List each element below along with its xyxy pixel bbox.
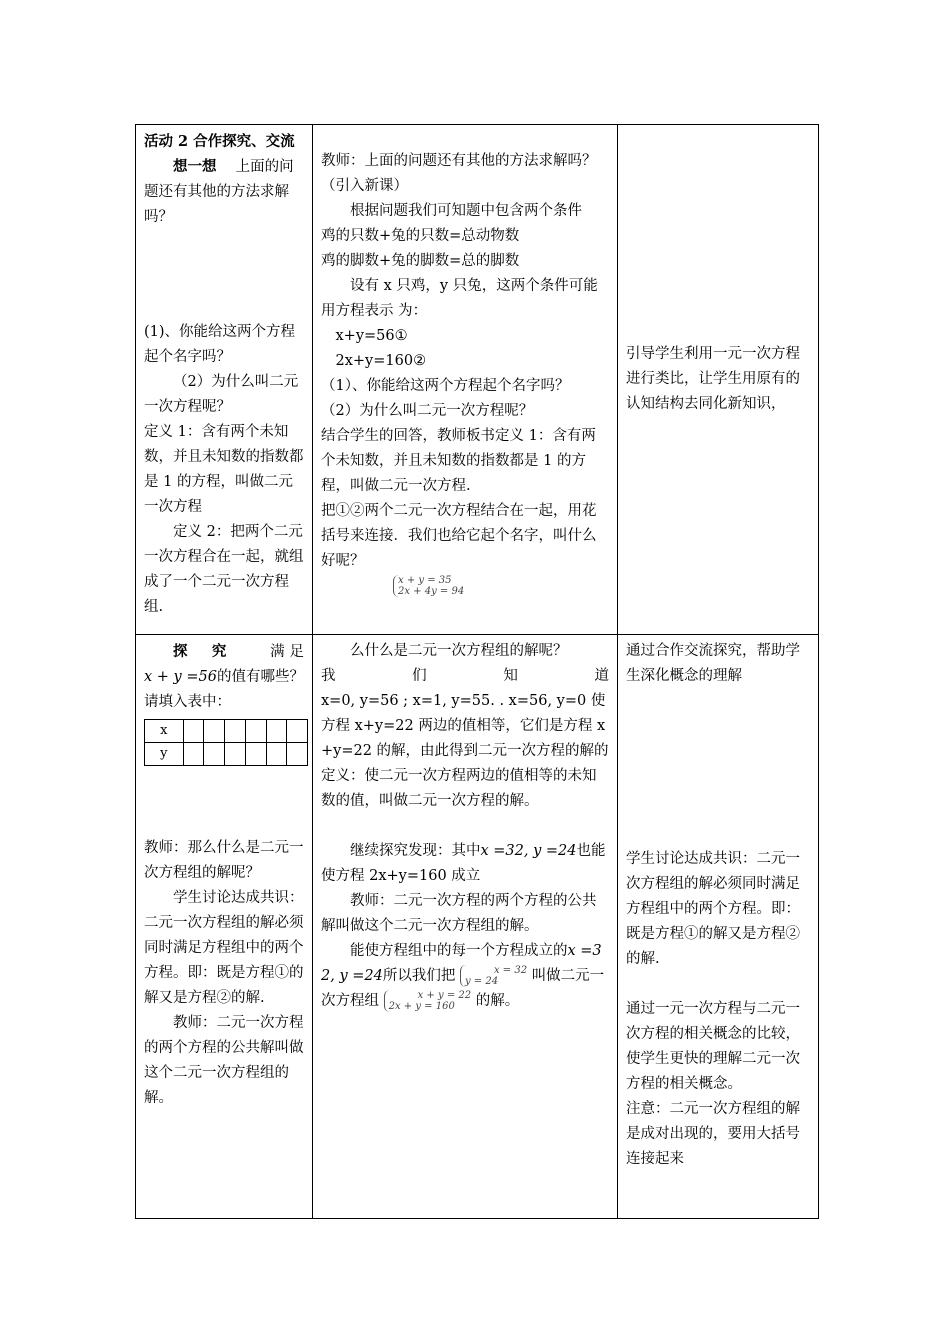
intent-3: 通过一元一次方程与二元一次方程的相关概念的比较，使学生更快的理解二元一次方程的相关概念。 (626, 1001, 800, 1092)
think-label: 想一想 (173, 158, 217, 175)
x-cell[interactable] (183, 720, 204, 743)
y-cell[interactable] (287, 743, 308, 766)
y-label: y (145, 743, 184, 766)
x-cell[interactable] (204, 720, 225, 743)
definition-board: 结合学生的回答，教师板书定义 1：含有两个未知数，并且未知数的指数都是 1 的方程，叫做二元一次方程. (321, 428, 596, 494)
further-explore: 继续探究发现：其中x =32, y =24也能使方程 2x+y=160 成立 (321, 843, 606, 884)
we-know: 我 们 知 道 (321, 668, 609, 684)
system-solution-text: 能使方程组中的每一个方程成立的x =32, y =24所以我们把 x = 32 y = 24 叫做二元一次方程组 x + y = 22 2x + y = 160 的解。 (321, 943, 605, 1012)
solution-definition: x=0, y=56 ; x=1, y=55. . x=56, y=0 使方程 x+y=22 两边的值相等，它们是方程 x+y=22 的解，由此得到二元一次方程的解的定义：使二元一次方程两边的值相等的未知数的值，叫做二元一次方程的解。 (321, 693, 609, 809)
explore-equation: x + y =56 (144, 669, 217, 685)
teacher-definition: 教师：二元一次方程的两个方程的公共解叫做这个二元一次方程组的解。 (144, 1015, 304, 1106)
explore-label: 探 究 (173, 643, 232, 660)
brace-solution: x = 32 y = 24 (460, 965, 527, 987)
setup-text: 设有 x 只鸡，y 只兔，这两个条件可能用方程表示 为： (321, 278, 598, 319)
table-row (136, 125, 819, 635)
teacher-question: 教师：那么什么是二元一次方程组的解呢？ (144, 840, 304, 881)
x-cell[interactable] (225, 720, 246, 743)
intent-note: 注意：二元一次方程组的解是成对出现的，要用大括号连接起来 (626, 1101, 800, 1167)
condition-1: 鸡的只数+兔的只数=总动物数 (321, 228, 520, 244)
condition-2: 鸡的脚数+兔的脚数=总的脚数 (321, 253, 520, 269)
design-intent-text: 引导学生利用一元一次方程进行类比，让学生用原有的认知结构去同化新知识， (626, 346, 800, 412)
equation-2: 2x+y=160② (335, 353, 427, 369)
x-cell[interactable] (245, 720, 266, 743)
equation-1: x+y=56① (335, 328, 408, 344)
think-text: 上面的问题还有其他的方法求解吗？ (144, 159, 294, 225)
activity-cell (136, 125, 313, 635)
think-paragraph (144, 154, 304, 230)
x-cell[interactable] (287, 720, 308, 743)
explore-word: 满足 (270, 644, 305, 660)
teacher-intro: 教师：上面的问题还有其他的方法求解吗？（引入新课） (321, 153, 597, 194)
explore-line (144, 639, 304, 665)
x-label: x (145, 720, 184, 743)
xy-value-table[interactable] (144, 719, 308, 766)
equation-system (321, 574, 609, 599)
design-intent-cell (618, 125, 819, 635)
y-cell[interactable] (245, 743, 266, 766)
combine-text: 把①②两个二元一次方程结合在一起，用花括号来连接．我们也给它起个名字，叫什么好呢？ (321, 503, 597, 569)
explore-rest: 的值有哪些？请填入表中： (144, 669, 304, 710)
question-2: （2）为什么叫二元一次方程呢？ (144, 374, 299, 415)
intent-1: 通过合作交流探究，帮助学生深化概念的理解 (626, 643, 800, 684)
question-1: (1)、你能给这两个方程起个名字吗？ (144, 324, 296, 365)
solution-question: 么什么是二元一次方程组的解呢？ (350, 643, 568, 659)
conditions-intro: 根据问题我们可知题中包含两个条件 (350, 203, 582, 219)
lesson-table (135, 124, 819, 1219)
teacher-explore-cell (313, 635, 618, 1219)
table-row (136, 635, 819, 1219)
consensus-text: 学生讨论达成共识：二元一次方程组的解必须同时满足方程组中的两个方程。即：既是方程①的解又是方程②的解. (144, 890, 304, 1006)
explore-question (144, 665, 304, 715)
activity-heading: 活动 2 合作探究、交流 (144, 133, 295, 150)
intent-2: 学生讨论达成共识：二元一次方程组的解必须同时满足方程组中的两个方程。即：既是方程①的解又是方程②的解. (626, 851, 800, 967)
brace-system: x + y = 35 2x + 4y = 94 (393, 575, 464, 597)
brace-system: x + y = 22 2x + y = 160 (384, 990, 472, 1012)
y-cell[interactable] (266, 743, 287, 766)
design-intent-cell (618, 635, 819, 1219)
definition-1: 定义 1：含有两个未知数，并且未知数的指数都是 1 的方程，叫做二元一次方程 (144, 424, 304, 515)
x-cell[interactable] (266, 720, 287, 743)
teacher-activity-cell (313, 125, 618, 635)
question-2: （2）为什么叫二元一次方程呢？ (321, 403, 534, 419)
y-cell[interactable] (204, 743, 225, 766)
y-cell[interactable] (183, 743, 204, 766)
explore-cell (136, 635, 313, 1219)
definition-2: 定义 2：把两个二元一次方程合在一起，就组成了一个二元一次方程组. (144, 524, 304, 615)
question-1: （1）、你能给这两个方程起个名字吗？ (321, 378, 570, 394)
y-cell[interactable] (225, 743, 246, 766)
teacher-common-solution: 教师：二元一次方程的两个方程的公共解叫做这个二元一次方程组的解。 (321, 893, 597, 934)
